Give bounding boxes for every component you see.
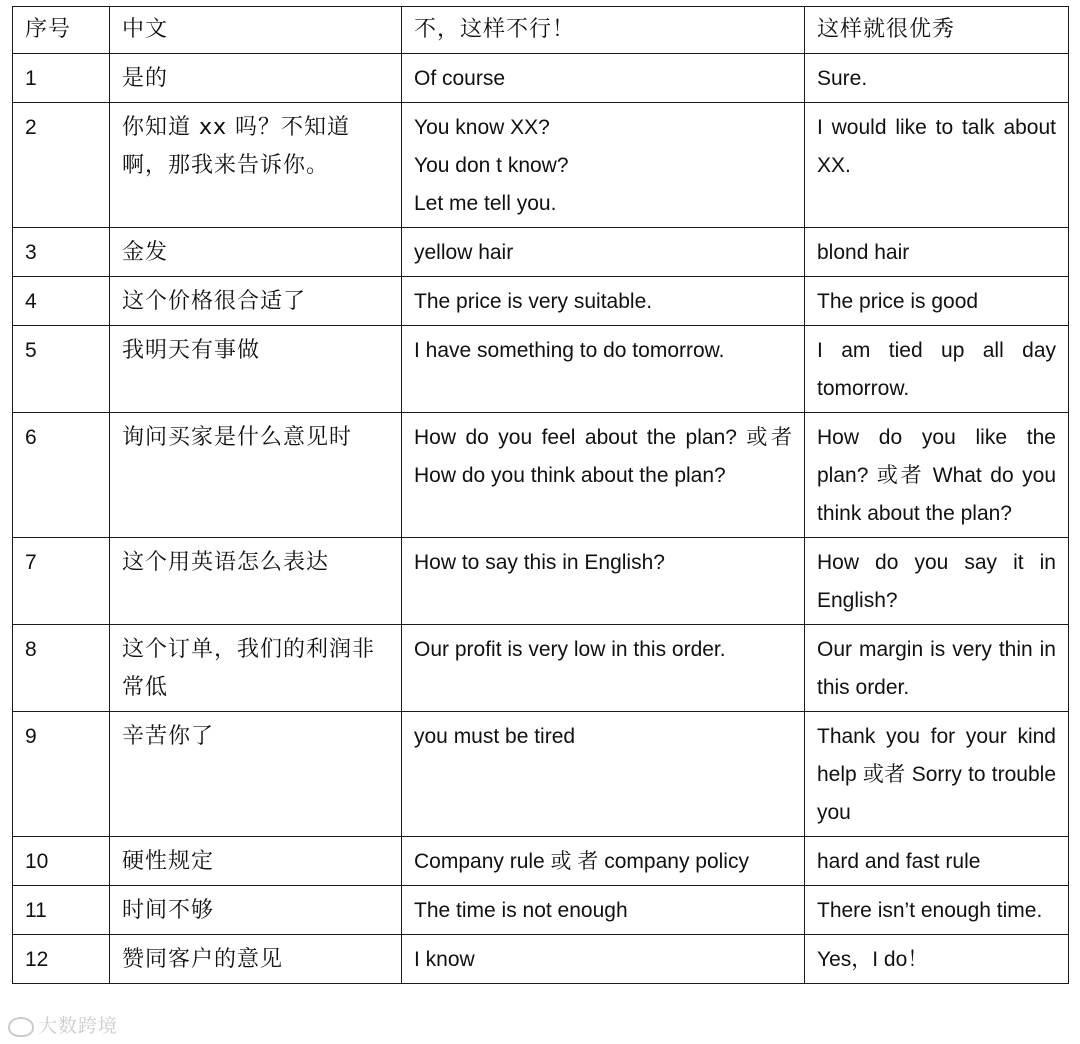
table-row — [13, 538, 1069, 625]
watermark — [8, 1011, 118, 1038]
row-chinese: 金发 — [110, 228, 402, 277]
row-good-expression: I am tied up all day tomorrow. — [805, 326, 1069, 413]
table-row — [13, 326, 1069, 413]
row-bad-expression — [402, 837, 805, 886]
row-good-expression: Yes，I do！ — [805, 935, 1069, 984]
table-row — [13, 103, 1069, 228]
row-chinese: 这个价格很合适了 — [110, 277, 402, 326]
row-bad-expression — [402, 228, 805, 277]
row-index: 6 — [13, 413, 110, 538]
row-chinese: 这个订单，我们的利润非常低 — [110, 625, 402, 712]
bad-expression-line: Company rule 或 者 company policy — [414, 850, 749, 873]
table-row — [13, 837, 1069, 886]
row-chinese: 时间不够 — [110, 886, 402, 935]
row-good-expression: How do you say it in English? — [805, 538, 1069, 625]
header-good: 这样就很优秀 — [805, 7, 1069, 54]
bad-expression-line: You don t know? — [414, 154, 569, 177]
row-chinese: 你知道 xx 吗？不知道啊，那我来告诉你。 — [110, 103, 402, 228]
bad-expression-line: I know — [414, 948, 475, 971]
bad-expression-line: How do you feel about the plan? 或者 How do you think about the plan? — [414, 426, 792, 487]
bad-expression-line: Our profit is very low in this order. — [414, 638, 726, 661]
bad-expression-line: You know XX? — [414, 116, 550, 139]
row-bad-expression — [402, 538, 805, 625]
row-good-expression: Thank you for your kind help 或者 Sorry to trouble you — [805, 712, 1069, 837]
watermark-logo-icon — [8, 1017, 34, 1037]
bad-expression-line: The time is not enough — [414, 899, 628, 922]
table-row — [13, 277, 1069, 326]
table-row — [13, 712, 1069, 837]
bad-expression-line: I have something to do tomorrow. — [414, 339, 725, 362]
table-body — [13, 54, 1069, 984]
row-good-expression: blond hair — [805, 228, 1069, 277]
bad-expression-line: Of course — [414, 67, 506, 90]
row-good-expression: I would like to talk about XX. — [805, 103, 1069, 228]
row-bad-expression — [402, 54, 805, 103]
header-index: 序号 — [13, 7, 110, 54]
row-bad-expression — [402, 712, 805, 837]
table-row — [13, 413, 1069, 538]
row-good-expression: There isn’t enough time. — [805, 886, 1069, 935]
comparison-table — [12, 6, 1069, 984]
row-index: 8 — [13, 625, 110, 712]
header-bad: 不，这样不行！ — [402, 7, 805, 54]
row-good-expression: Sure. — [805, 54, 1069, 103]
row-index: 7 — [13, 538, 110, 625]
bad-expression-line: yellow hair — [414, 241, 514, 264]
table-row — [13, 54, 1069, 103]
row-index: 12 — [13, 935, 110, 984]
bad-expression-line: you must be tired — [414, 725, 576, 748]
header-row — [13, 7, 1069, 54]
row-index: 2 — [13, 103, 110, 228]
row-index: 4 — [13, 277, 110, 326]
row-good-expression: How do you like the plan? 或者 What do you think about the plan? — [805, 413, 1069, 538]
row-bad-expression — [402, 886, 805, 935]
row-chinese: 赞同客户的意见 — [110, 935, 402, 984]
row-bad-expression — [402, 277, 805, 326]
row-index: 10 — [13, 837, 110, 886]
row-index: 9 — [13, 712, 110, 837]
row-index: 3 — [13, 228, 110, 277]
table-row — [13, 228, 1069, 277]
row-chinese: 辛苦你了 — [110, 712, 402, 837]
row-index: 1 — [13, 54, 110, 103]
table-row — [13, 625, 1069, 712]
row-bad-expression — [402, 326, 805, 413]
row-index: 5 — [13, 326, 110, 413]
bad-expression-line: How to say this in English? — [414, 551, 665, 574]
row-bad-expression — [402, 413, 805, 538]
table-row — [13, 886, 1069, 935]
row-good-expression: hard and fast rule — [805, 837, 1069, 886]
table-row — [13, 935, 1069, 984]
row-chinese: 询问买家是什么意见时 — [110, 413, 402, 538]
row-good-expression: The price is good — [805, 277, 1069, 326]
row-chinese: 这个用英语怎么表达 — [110, 538, 402, 625]
row-chinese: 是的 — [110, 54, 402, 103]
row-bad-expression — [402, 103, 805, 228]
watermark-text: 大数跨境 — [38, 1015, 119, 1037]
row-good-expression: Our margin is very thin in this order. — [805, 625, 1069, 712]
header-chinese: 中文 — [110, 7, 402, 54]
bad-expression-line: The price is very suitable. — [414, 290, 653, 313]
row-chinese: 我明天有事做 — [110, 326, 402, 413]
row-chinese: 硬性规定 — [110, 837, 402, 886]
bad-expression-line: Let me tell you. — [414, 192, 557, 215]
row-index: 11 — [13, 886, 110, 935]
row-bad-expression — [402, 935, 805, 984]
row-bad-expression — [402, 625, 805, 712]
